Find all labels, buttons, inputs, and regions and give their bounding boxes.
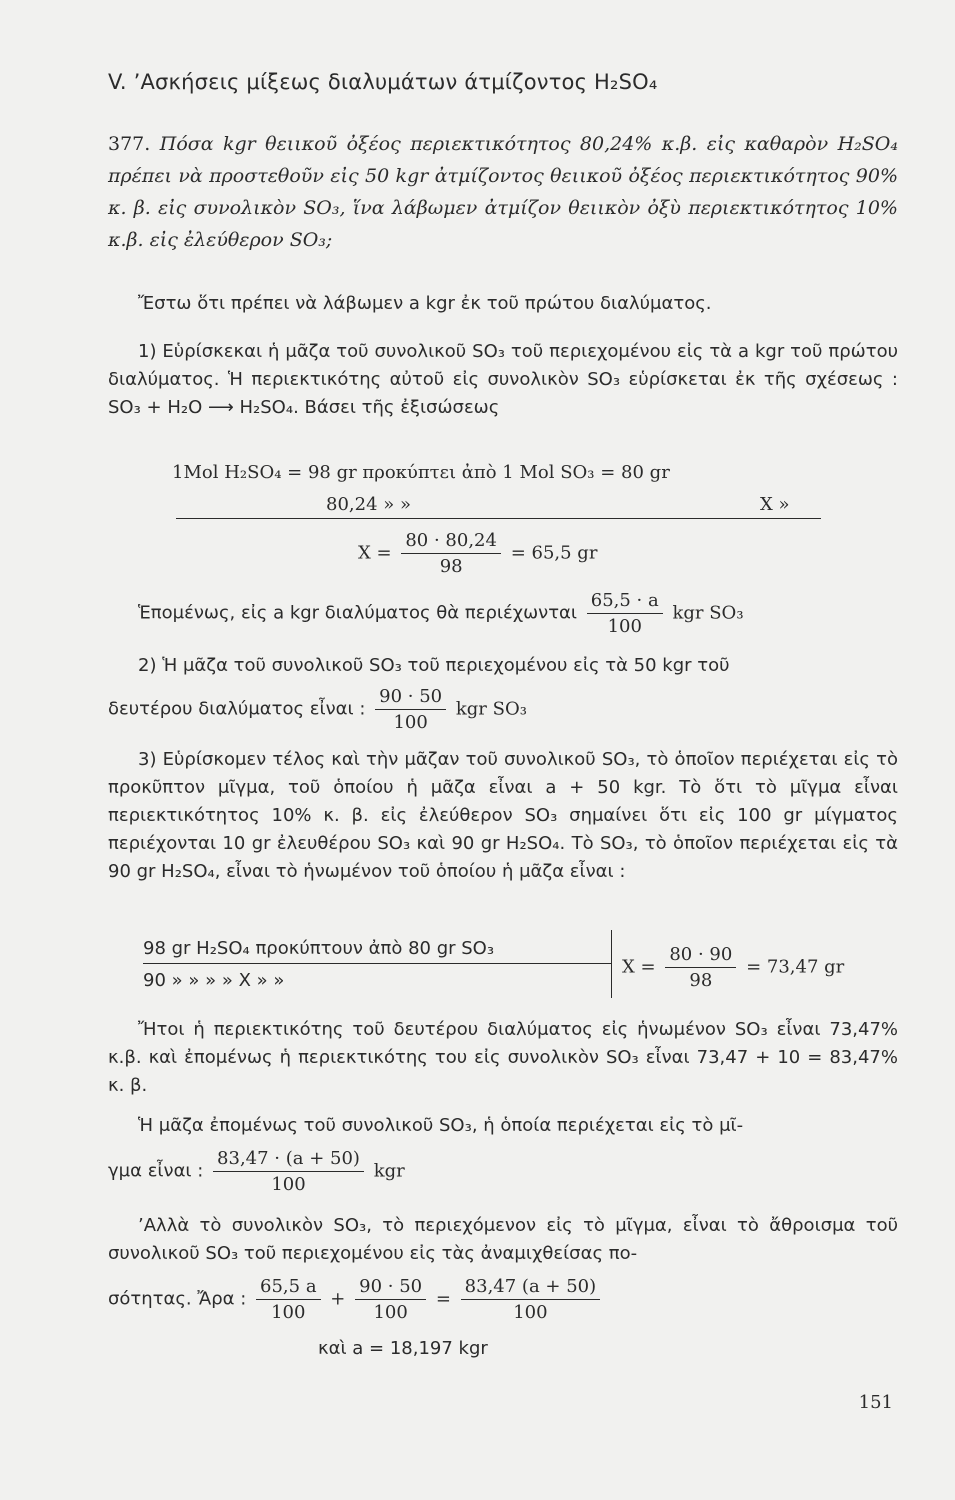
paragraph-5-denominator: 100 bbox=[271, 1174, 306, 1195]
step3-text: 3) Εὑρίσκομεν τέλος καὶ τὴν μᾶζαν τοῦ συνολικοῦ SO₃, τὸ ὁποῖον περιέχεται εἰς τὸ προκῦπτον μῖγμα, τοῦ ὁποίου ἡ μᾶζα εἶναι a + 50 kgr. Τὸ ὅτι τὸ μῖγμα εἶναι περιεκτικότητος 10% κ. β. εἰς ἐλεύθερον SO₃ σημαίνει ὅτι εἰς 100 gr μίγματος περιέχονται 10 gr ἐλευθέρου SO₃ καὶ 90 gr H₂SO₄. Τὸ SO₃, τὸ ὁποῖον περιέχεται εἰς τὰ 90 gr H₂SO₄, εἶναι τὸ ἡνωμένον τοῦ ὁποίου ἡ μᾶζα εἶναι : bbox=[108, 749, 898, 882]
result-fraction bbox=[587, 590, 663, 637]
paragraph-5-text: Ἡ μᾶζα ἐπομένως τοῦ συνολικοῦ SO₃, ἡ ὁποία περιέχεται εἰς τὸ μῖ- bbox=[138, 1115, 744, 1136]
x-lhs: X = bbox=[358, 542, 392, 564]
paragraph-6-text: ’Αλλὰ τὸ συνολικὸν SO₃, τὸ περιεχόμενον εἰς τὸ μῖγμα, εἶναι τὸ ἄθροισμα τοῦ συνολικοῦ SO₃ τοῦ περιεχομένου εἰς τὰς ἀναμιχθείσας πο- bbox=[108, 1215, 898, 1264]
step3-table-rule bbox=[143, 963, 611, 964]
x-numerator: 80 · 80,24 bbox=[401, 530, 501, 554]
step3-x-lhs: X = bbox=[622, 956, 656, 978]
fraction-1-denominator: 100 bbox=[271, 1302, 306, 1323]
result-text: Ἑπομένως, εἰς a kgr διαλύματος θὰ περιέχωνται bbox=[138, 602, 578, 624]
paragraph-5-fraction bbox=[213, 1148, 364, 1195]
fraction-2-numerator: 90 · 50 bbox=[355, 1276, 426, 1300]
x-result: = 65,5 gr bbox=[510, 542, 598, 564]
step3-table-row2: 90 » » » » X » » bbox=[143, 970, 285, 991]
step1-equation-line2-right: X » bbox=[760, 494, 790, 515]
step1-equation-line1: 1Mol H₂SO₄ = 98 gr προκύπτει ἀπὸ 1 Mol SO₃ = 80 gr bbox=[172, 462, 670, 483]
section-heading: V. ’Ασκήσεις μίξεως διαλυμάτων άτμίζοντος H₂SO₄ bbox=[108, 70, 658, 94]
step2-text: 2) Ἡ μᾶζα τοῦ συνολικοῦ SO₃ τοῦ περιεχομένου εἰς τὰ 50 kgr τοῦ bbox=[138, 655, 730, 676]
step2-numerator: 90 · 50 bbox=[375, 686, 446, 710]
paragraph-5-formula-line bbox=[108, 1148, 405, 1195]
step3-x-fraction bbox=[665, 944, 736, 991]
equals-sign: = bbox=[435, 1288, 451, 1310]
problem-number: 377. bbox=[108, 133, 151, 155]
step2-unit: kgr SO₃ bbox=[455, 698, 527, 720]
fraction-3 bbox=[461, 1276, 600, 1323]
problem-statement bbox=[108, 128, 898, 256]
final-equation-line bbox=[108, 1276, 604, 1323]
fraction-2 bbox=[355, 1276, 426, 1323]
step2-fraction bbox=[375, 686, 446, 733]
fraction-1-numerator: 65,5 a bbox=[256, 1276, 321, 1300]
paragraph-5-numerator: 83,47 · (a + 50) bbox=[213, 1148, 364, 1172]
step1-result-line bbox=[108, 590, 744, 637]
fraction-2-denominator: 100 bbox=[373, 1302, 408, 1323]
step3-table-row1: 98 gr H₂SO₄ προκύπτουν ἀπὸ 80 gr SO₃ bbox=[143, 938, 495, 959]
fraction-3-denominator: 100 bbox=[513, 1302, 548, 1323]
paragraph-4-text: Ἤτοι ἡ περιεκτικότης τοῦ δευτέρου διαλύματος εἰς ἡνωμένον SO₃ εἶναι 73,47% κ.β. καὶ ἐπομένως ἡ περιεκτικότης του εἰς συνολικὸν SO₃ εἶναι 73,47 + 10 = 83,47% κ. β. bbox=[108, 1019, 898, 1096]
paragraph-5 bbox=[108, 1112, 898, 1140]
final-answer: καὶ a = 18,197 kgr bbox=[318, 1338, 488, 1359]
step2-paragraph bbox=[108, 652, 898, 680]
step3-x-result: = 73,47 gr bbox=[746, 956, 845, 978]
step2-formula-line bbox=[108, 686, 527, 733]
problem-text: Πόσα kgr θειικοῦ ὀξέος περιεκτικότητος 80,24% κ.β. εἰς καθαρὸν H₂SO₄ πρέπει νὰ προστεθοῦν εἰς 50 kgr ἀτμίζοντος θειικοῦ ὀξέος περιεκτικότητος 90% κ. β. εἰς συνολικὸν SO₃, ἵνα λάβωμεν ἀτμίζον θειικὸν ὀξὺ περιεκτικότητος 10% κ.β. εἰς ἐλεύθερον SO₃; bbox=[108, 133, 898, 251]
page-number: 151 bbox=[858, 1392, 893, 1413]
fraction-3-numerator: 83,47 (a + 50) bbox=[461, 1276, 600, 1300]
step2-line2: δευτέρου διαλύματος εἶναι : bbox=[108, 698, 366, 720]
paragraph-5-unit: kgr bbox=[373, 1160, 405, 1182]
x-denominator: 98 bbox=[439, 556, 463, 577]
intro-paragraph bbox=[108, 290, 898, 318]
step1-x-equation bbox=[358, 530, 597, 577]
result-unit: kgr SO₃ bbox=[672, 602, 744, 624]
x-fraction bbox=[401, 530, 501, 577]
step1-equation-line2-left: 80,24 » » bbox=[326, 494, 411, 515]
paragraph-4 bbox=[108, 1016, 898, 1100]
final-equation-start: σότητας. Ἄρα : bbox=[108, 1288, 247, 1310]
step1-paragraph bbox=[108, 338, 898, 422]
step1-separator-line bbox=[176, 518, 821, 519]
step2-denominator: 100 bbox=[393, 712, 428, 733]
paragraph-5-line2: γμα εἶναι : bbox=[108, 1160, 204, 1182]
step1-text: 1) Εὑρίσκεκαι ἡ μᾶζα τοῦ συνολικοῦ SO₃ τοῦ περιεχομένου εἰς τὰ a kgr τοῦ πρώτου διαλύματος. Ἡ περιεκτικότης αὐτοῦ εἰς συνολικὸν SO₃ εὑρίσκεται ἐκ τῆς σχέσεως : SO₃ + H₂O ⟶ H₂SO₄. Βάσει τῆς ἐξισώσεως bbox=[108, 341, 899, 418]
paragraph-6 bbox=[108, 1212, 898, 1268]
step3-paragraph bbox=[108, 746, 898, 886]
step3-table-divider bbox=[611, 930, 612, 998]
fraction-1 bbox=[256, 1276, 321, 1323]
plus-sign: + bbox=[330, 1288, 346, 1310]
result-numerator: 65,5 · a bbox=[587, 590, 663, 614]
step3-x-denominator: 98 bbox=[689, 970, 713, 991]
step3-x-numerator: 80 · 90 bbox=[665, 944, 736, 968]
step3-x-equation bbox=[622, 944, 844, 991]
intro-text: Ἔστω ὅτι πρέπει νὰ λάβωμεν a kgr ἐκ τοῦ πρώτου διαλύματος. bbox=[138, 293, 712, 314]
result-denominator: 100 bbox=[607, 616, 642, 637]
